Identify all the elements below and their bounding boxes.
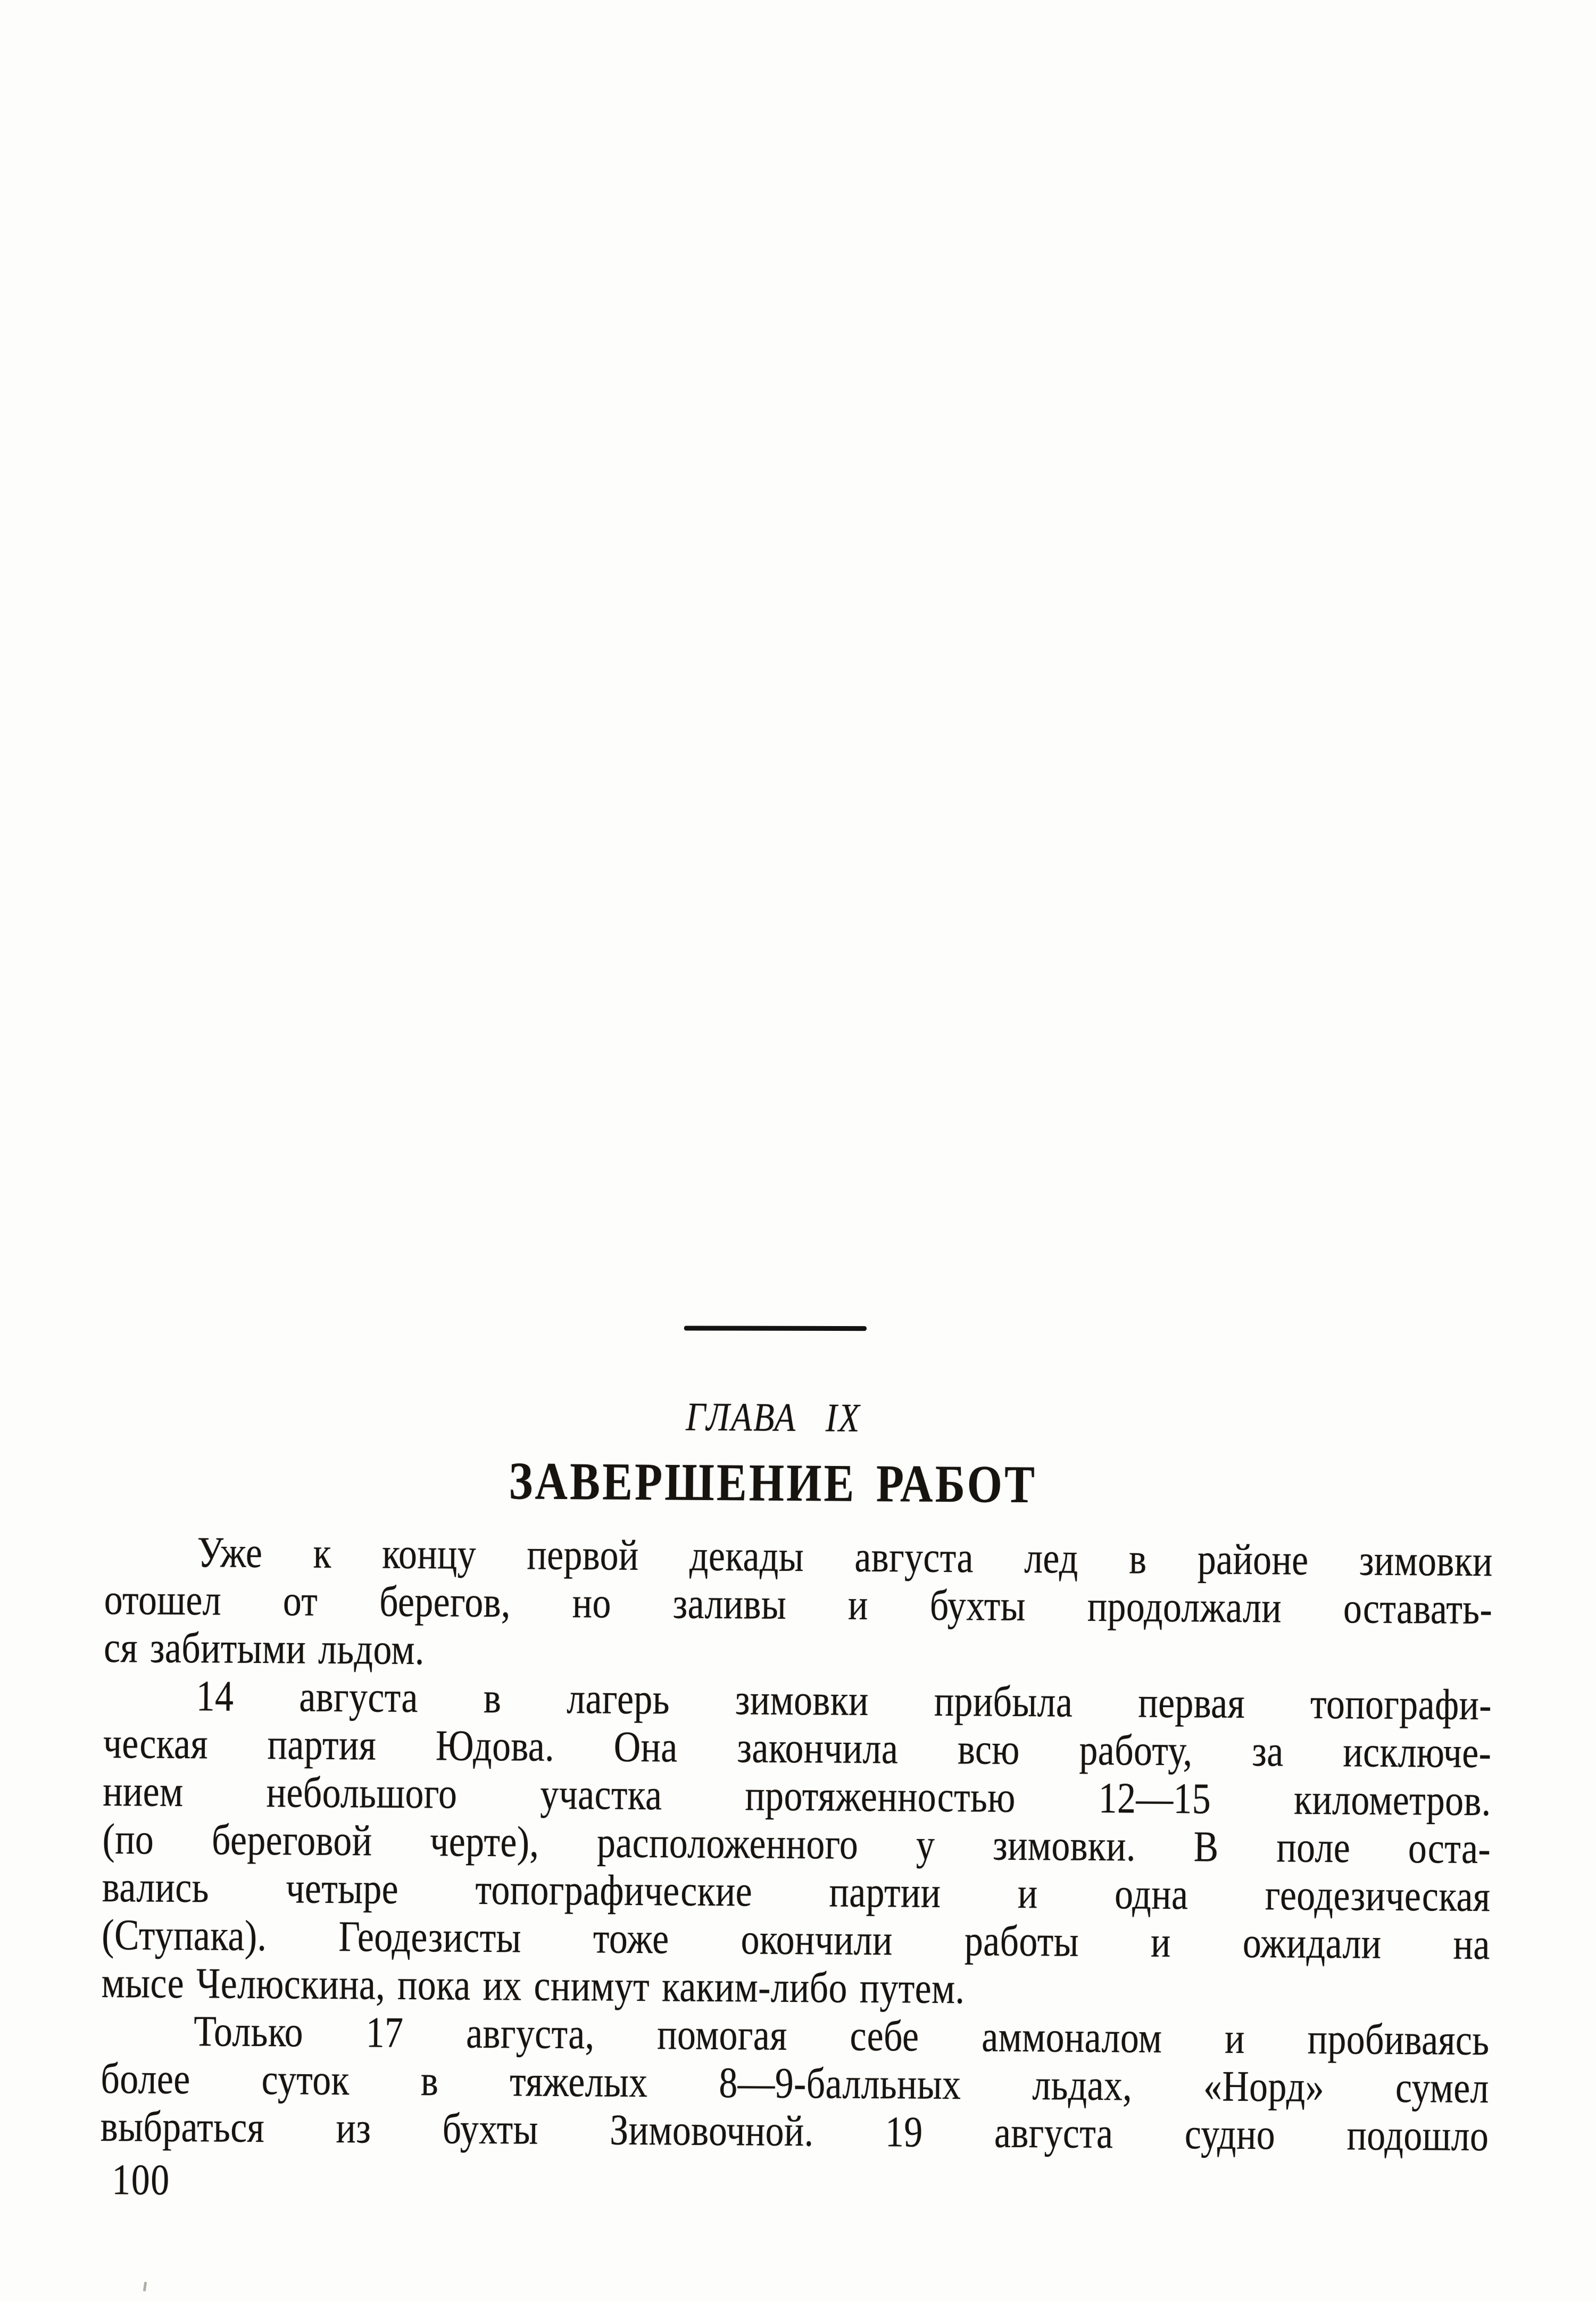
text-line: мысе Челюскина, пока их снимут каким-либо путем. xyxy=(101,1958,965,2013)
text-line: (Ступака). Геодезисты тоже окончили работы и ожидали на xyxy=(102,1910,1491,1969)
chapter-label: ГЛАВА IX xyxy=(685,1394,861,1440)
text-line: ческая партия Юдова. Она закончила всю работу, за исключе- xyxy=(103,1718,1492,1777)
text-line: нием небольшого участка протяженностью 12—15 километров. xyxy=(102,1766,1492,1825)
text-line: более суток в тяжелых 8—9-балльных льдах, «Норд» сумел xyxy=(101,2053,1490,2113)
chapter-divider-rule xyxy=(684,1326,867,1331)
text-line: Уже к концу первой декады августа лед в районе зимовки xyxy=(197,1528,1493,1586)
paragraph xyxy=(104,1528,1493,1681)
paragraph xyxy=(101,1671,1492,2016)
body-text xyxy=(101,1528,1493,2160)
text-line: Только 17 августа, помогая себе аммоналом и пробиваясь xyxy=(194,2007,1490,2065)
text-line: выбраться из бухты Зимовочной. 19 августа судно подошло xyxy=(100,2101,1489,2160)
text-line: отошел от берегов, но заливы и бухты продолжали оставать- xyxy=(104,1575,1493,1634)
text-line: (по береговой черте), расположенного у зимовки. В поле оста- xyxy=(102,1814,1491,1873)
page-content xyxy=(99,1277,1495,2302)
page-title: ЗАВЕРШЕНИЕ РАБОТ xyxy=(509,1451,1037,1514)
page-number: 100 xyxy=(111,2155,171,2204)
paragraph xyxy=(101,2007,1490,2160)
text-line: 14 августа в лагерь зимовки прибыла первая топографи- xyxy=(196,1671,1492,1729)
text-line: ся забитыми льдом. xyxy=(103,1622,425,1674)
text-line: вались четыре топографические партии и одна геодезическая xyxy=(102,1862,1491,1921)
